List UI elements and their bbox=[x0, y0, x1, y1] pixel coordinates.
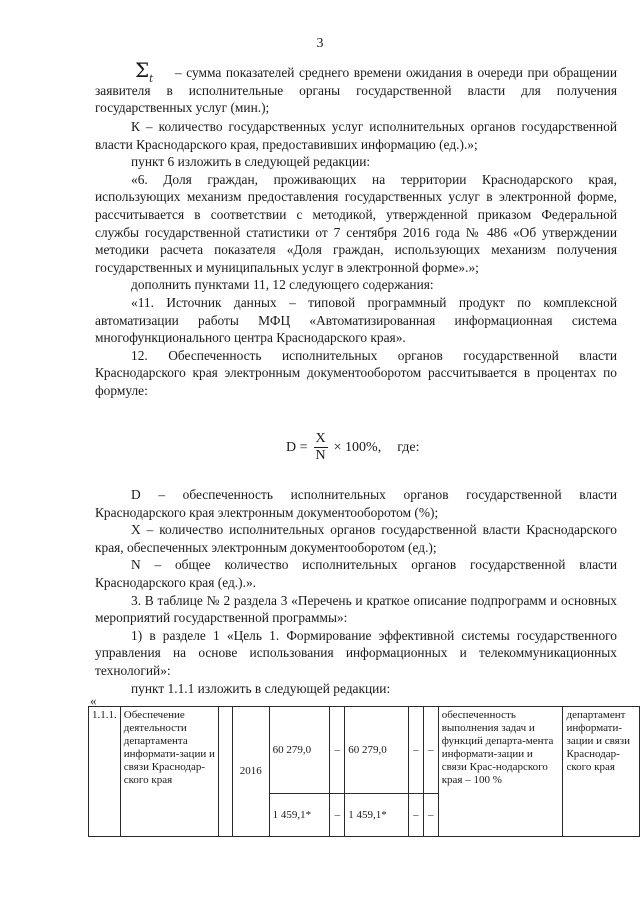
formula-numerator: X bbox=[315, 431, 326, 446]
paragraph-add-items: дополнить пунктами 11, 12 следующего содержания: bbox=[131, 277, 434, 293]
text-block-1 bbox=[95, 118, 617, 400]
cell-dash: – bbox=[423, 794, 438, 837]
paragraph-x: Х – количество исполнительных органов государственной власти Краснодарского края, обеспеченных электронным документооборотом (ед.); bbox=[95, 522, 617, 555]
cell-dash: – bbox=[408, 707, 423, 794]
table-row bbox=[89, 707, 640, 794]
cell-dash: – bbox=[330, 794, 345, 837]
cell-number: 1.1.1. bbox=[89, 707, 121, 837]
cell-name: Обеспечение деятельности департамента информати-зации и связи Краснодар-ского края bbox=[120, 707, 219, 837]
formula-fraction bbox=[314, 431, 328, 464]
text-block-2 bbox=[95, 486, 617, 697]
cell-dash: – bbox=[330, 707, 345, 794]
cell-regional: 1 459,1* bbox=[345, 794, 409, 837]
opening-quote: « bbox=[90, 693, 97, 708]
program-table bbox=[88, 706, 640, 837]
sigma-symbol: $\Sigma_t$ bbox=[135, 58, 154, 85]
cell-total: 1 459,1* bbox=[269, 794, 330, 837]
formula-rhs: × 100%, bbox=[333, 439, 382, 455]
cell-dash: – bbox=[408, 794, 423, 837]
paragraph-table2: 3. В таблице № 2 раздела 3 «Перечень и краткое описание подпрограмм и основных мероприятий государственной программы»: bbox=[95, 592, 617, 626]
paragraph-item6: «6. Доля граждан, проживающих на территории Краснодарского края, использующих механизм предоставления государственных услуг в электронной форме, рассчитывается в соответствии с методикой, утвержденной приказом Федеральной службы государственной статистики от 7 сентября 2016 года № 486 «Об утверждении методики расчета показателя «Доля граждан, использующих механизм получения государственных и муниципальных услуг в электронной форме».»; bbox=[95, 171, 617, 275]
formula-where: где: bbox=[397, 439, 420, 455]
formula-lhs: D = bbox=[286, 439, 308, 455]
cell-empty bbox=[219, 707, 233, 837]
paragraph-section1: 1) в разделе 1 «Цель 1. Формирование эффективной системы государственного управления на основе использования информационных и телекоммуникационных технологий»: bbox=[95, 627, 617, 678]
cell-executor: департамент информати-зации и связи Краснодар-ского края bbox=[563, 707, 640, 837]
paragraph-item12: 12. Обеспеченность исполнительных органов государственной власти Краснодарского края электронным документооборотом рассчитывается в процентах по формуле: bbox=[95, 347, 617, 398]
paragraph-k: К – количество государственных услуг исполнительных органов государственной власти Краснодарского края, предоставивших информацию (ед.).»; bbox=[95, 119, 617, 152]
cell-total: 60 279,0 bbox=[269, 707, 330, 794]
cell-result: обеспеченность выполнения задач и функций департа-мента информати-зации и связи Крас-нодарского края – 100 % bbox=[438, 707, 563, 837]
paragraph-n: N – общее количество исполнительных органов государственной власти Краснодарского края (ед.).». bbox=[95, 557, 617, 590]
formula-denominator: N bbox=[315, 448, 326, 463]
sigma-paragraph bbox=[95, 58, 617, 117]
paragraph-sigma-text: – сумма показателей среднего времени ожидания в очереди при обращении заявителя в исполнительные органы государственной власти для получения государственных услуг (мин.); bbox=[95, 65, 617, 116]
paragraph-item111: пункт 1.1.1 изложить в следующей редакции: bbox=[131, 680, 391, 696]
paragraph-d: D – обеспеченность исполнительных органов государственной власти Краснодарского края электронным документооборотом (%); bbox=[95, 487, 617, 520]
cell-regional: 60 279,0 bbox=[345, 707, 409, 794]
paragraph-item6-intro: пункт 6 изложить в следующей редакции: bbox=[131, 154, 371, 170]
page-number: 3 bbox=[316, 36, 324, 51]
formula bbox=[286, 431, 419, 464]
cell-year: 2016 bbox=[233, 707, 270, 837]
cell-dash: – bbox=[423, 707, 438, 794]
paragraph-item11: «11. Источник данных – типовой программный продукт по комплексной автоматизации работы МФЦ «Автоматизированная информационная система многофункционального центра Краснодарского края». bbox=[95, 294, 617, 346]
